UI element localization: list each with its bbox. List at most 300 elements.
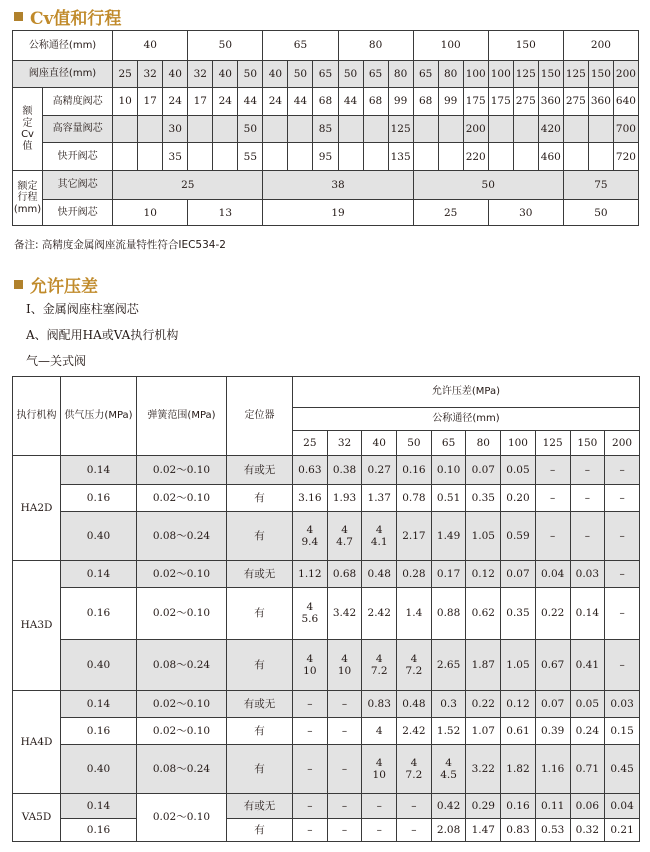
allowable-dp-value: 0.27 <box>362 456 397 485</box>
allowable-dp-value: 0.29 <box>466 793 501 818</box>
seat-value: 40 <box>163 60 188 88</box>
seat-value: 65 <box>363 60 388 88</box>
stroke-value: 75 <box>563 170 638 200</box>
allowable-dp-value: 0.10 <box>431 456 466 485</box>
dn-column-header: 200 <box>605 431 640 456</box>
cv-value: 35 <box>163 143 188 171</box>
seat-value: 125 <box>513 60 538 88</box>
dp-data-row <box>13 512 640 561</box>
allowable-dp-value: 0.22 <box>535 588 570 639</box>
positioner-value: 有或无 <box>227 456 293 485</box>
stroke-value: 10 <box>113 200 188 226</box>
allowable-dp-value: – <box>397 818 432 841</box>
cv-value: 360 <box>538 88 563 116</box>
supply-header: 供气压力(MPa) <box>61 377 137 456</box>
allowable-dp-value: 1.05 <box>501 639 536 690</box>
allowable-dp-value: – <box>570 485 605 512</box>
supply-pressure: 0.16 <box>61 588 137 639</box>
allowable-dp-value: 0.04 <box>605 793 640 818</box>
stroke-value: 13 <box>188 200 263 226</box>
supply-pressure: 0.14 <box>61 690 137 717</box>
stroke-value: 38 <box>263 170 413 200</box>
allowable-dp-value: 0.78 <box>397 485 432 512</box>
allowable-dp-value: 1.93 <box>327 485 362 512</box>
allowable-dp-value: – <box>570 512 605 561</box>
seat-value: 25 <box>113 60 138 88</box>
allowable-dp-value: 0.17 <box>431 561 466 588</box>
cv-value: 95 <box>313 143 338 171</box>
stroke-value: 50 <box>413 170 563 200</box>
cv-value: 50 <box>238 115 263 143</box>
dp-table <box>12 376 640 842</box>
allowable-dp-value: 1.49 <box>431 512 466 561</box>
allowable-dp-value: – <box>397 793 432 818</box>
allowable-dp-value: 0.59 <box>501 512 536 561</box>
dp-title-text: 允许压差 <box>30 277 98 297</box>
spring-range: 0.02～0.10 <box>137 717 227 744</box>
dn-value: 40 <box>113 31 188 61</box>
allowable-dp-value: – <box>327 690 362 717</box>
spring-range: 0.02～0.10 <box>137 793 227 841</box>
allowable-dp-value: – <box>605 485 640 512</box>
cv-value <box>513 115 538 143</box>
dn-value: 150 <box>488 31 563 61</box>
seat-value: 32 <box>138 60 163 88</box>
allowable-dp-value: 4 10 <box>293 639 328 690</box>
seat-value: 200 <box>613 60 638 88</box>
allowable-dp-value: 4 <box>362 717 397 744</box>
section-square-icon <box>14 12 23 21</box>
allowable-dp-value: 0.48 <box>397 690 432 717</box>
allowable-dp-value: 2.08 <box>431 818 466 841</box>
cv-value: 220 <box>463 143 488 171</box>
cv-row <box>13 143 639 171</box>
allowable-dp-value: – <box>327 744 362 793</box>
rated-cv-label: 额 定 Cv 值 <box>13 88 43 171</box>
cv-value: 175 <box>488 88 513 116</box>
allowable-dp-value: 3.42 <box>327 588 362 639</box>
seat-value: 150 <box>538 60 563 88</box>
dn-column-header: 40 <box>362 431 397 456</box>
allowable-dp-value: 0.38 <box>327 456 362 485</box>
cv-value: 460 <box>538 143 563 171</box>
dp-header-row <box>13 377 640 408</box>
allowable-dp-value: 4 7.2 <box>362 639 397 690</box>
cv-value <box>138 115 163 143</box>
allowable-dp-value: 0.51 <box>431 485 466 512</box>
positioner-value: 有或无 <box>227 793 293 818</box>
positioner-header: 定位器 <box>227 377 293 456</box>
allowable-dp-value: – <box>293 793 328 818</box>
allowable-dp-value: 3.16 <box>293 485 328 512</box>
allowable-dp-value: 0.20 <box>501 485 536 512</box>
dp-section-title <box>14 272 98 297</box>
supply-pressure: 0.40 <box>61 512 137 561</box>
cv-value: 200 <box>463 115 488 143</box>
allowable-dp-value: 3.22 <box>466 744 501 793</box>
positioner-value: 有或无 <box>227 561 293 588</box>
cv-value: 125 <box>388 115 413 143</box>
cv-value: 135 <box>388 143 413 171</box>
allowable-dp-value: 0.63 <box>293 456 328 485</box>
positioner-value: 有 <box>227 485 293 512</box>
cv-value: 99 <box>438 88 463 116</box>
seat-value: 32 <box>188 60 213 88</box>
allowable-dp-value: 4 10 <box>327 639 362 690</box>
allowable-dp-value: – <box>535 512 570 561</box>
actuator-model: HA4D <box>13 690 61 793</box>
allowable-dp-value: 4 4.5 <box>431 744 466 793</box>
allowable-dp-value: 0.21 <box>605 818 640 841</box>
cv-table <box>12 30 639 226</box>
allowable-dp-value: 0.71 <box>570 744 605 793</box>
cv-value: 275 <box>513 88 538 116</box>
cv-value <box>413 115 438 143</box>
allowable-dp-value: – <box>293 717 328 744</box>
allowable-dp-value: 0.62 <box>466 588 501 639</box>
dn-column-header: 32 <box>327 431 362 456</box>
cv-value <box>438 115 463 143</box>
allowable-dp-value: 0.53 <box>535 818 570 841</box>
allowable-dp-value: – <box>293 744 328 793</box>
allowable-dp-value: – <box>293 818 328 841</box>
cv-value: 30 <box>163 115 188 143</box>
cv-value: 44 <box>288 88 313 116</box>
cv-value: 99 <box>388 88 413 116</box>
seat-value: 40 <box>263 60 288 88</box>
dp-data-row <box>13 456 640 485</box>
allowable-dp-value: 0.24 <box>570 717 605 744</box>
dp-data-row <box>13 793 640 818</box>
dn-column-header: 25 <box>293 431 328 456</box>
cv-value <box>513 143 538 171</box>
allowable-dp-value: 0.22 <box>466 690 501 717</box>
cv-note: 备注: 高精度金属阀座流量特性符合IEC534-2 <box>14 239 226 251</box>
dp-data-row <box>13 485 640 512</box>
cv-value: 55 <box>238 143 263 171</box>
allowable-dp-value: 1.82 <box>501 744 536 793</box>
allowable-dp-value: 0.12 <box>466 561 501 588</box>
cv-value: 17 <box>138 88 163 116</box>
allowable-dp-value: 0.48 <box>362 561 397 588</box>
dn-column-header: 50 <box>397 431 432 456</box>
supply-pressure: 0.14 <box>61 561 137 588</box>
cv-row <box>13 60 639 88</box>
allowable-dp-value: 0.61 <box>501 717 536 744</box>
subheading-air-to-close: 气—关式阀 <box>26 354 87 368</box>
supply-pressure: 0.14 <box>61 793 137 818</box>
actuator-model: HA2D <box>13 456 61 561</box>
spring-range: 0.08～0.24 <box>137 512 227 561</box>
cv-value: 68 <box>313 88 338 116</box>
spring-range: 0.08～0.24 <box>137 744 227 793</box>
allowable-dp-value: 1.87 <box>466 639 501 690</box>
allowable-dp-value: – <box>327 717 362 744</box>
cv-value <box>338 115 363 143</box>
supply-pressure: 0.16 <box>61 717 137 744</box>
cv-row <box>13 31 639 61</box>
dn-column-header: 80 <box>466 431 501 456</box>
cv-value: 700 <box>613 115 638 143</box>
allowable-dp-value: 4 4.7 <box>327 512 362 561</box>
stroke-value: 25 <box>413 200 488 226</box>
allowable-dp-value: 0.15 <box>605 717 640 744</box>
cv-value <box>113 115 138 143</box>
allowable-dp-value: 4 4.1 <box>362 512 397 561</box>
cv-row <box>13 200 639 226</box>
supply-pressure: 0.16 <box>61 485 137 512</box>
dp-data-row <box>13 744 640 793</box>
cv-value: 24 <box>263 88 288 116</box>
cv-row <box>13 88 639 116</box>
cv-value <box>488 115 513 143</box>
seat-value: 40 <box>213 60 238 88</box>
allowable-header: 允许压差(MPa) <box>293 377 640 408</box>
allowable-dp-value: 1.4 <box>397 588 432 639</box>
spring-header: 弹簧范围(MPa) <box>137 377 227 456</box>
supply-pressure: 0.40 <box>61 639 137 690</box>
spring-range: 0.02～0.10 <box>137 588 227 639</box>
cv-value <box>263 115 288 143</box>
allowable-dp-value: 0.14 <box>570 588 605 639</box>
allowable-dp-value: – <box>293 690 328 717</box>
seat-label: 阀座直径(mm) <box>13 60 113 88</box>
allowable-dp-value: 4 7.2 <box>397 639 432 690</box>
supply-pressure: 0.16 <box>61 818 137 841</box>
cv-value: 640 <box>613 88 638 116</box>
allowable-dp-value: 2.42 <box>397 717 432 744</box>
allowable-dp-value: 0.83 <box>501 818 536 841</box>
supply-pressure: 0.14 <box>61 456 137 485</box>
cv-value: 68 <box>363 88 388 116</box>
allowable-dp-value: 0.05 <box>501 456 536 485</box>
cv-value <box>363 143 388 171</box>
plug-type-label: 高容量阀芯 <box>43 115 113 143</box>
cv-value <box>113 143 138 171</box>
cv-value <box>563 115 588 143</box>
cv-value <box>563 143 588 171</box>
allowable-dp-value: 0.88 <box>431 588 466 639</box>
section-square-icon <box>14 280 23 289</box>
dn-value: 80 <box>338 31 413 61</box>
actuator-model: HA3D <box>13 561 61 690</box>
dn-column-header: 65 <box>431 431 466 456</box>
allowable-dp-value: 4 10 <box>362 744 397 793</box>
cv-row <box>13 170 639 200</box>
allowable-dp-value: 1.16 <box>535 744 570 793</box>
allowable-dp-value: – <box>362 793 397 818</box>
allowable-dp-value: 0.07 <box>501 561 536 588</box>
plug-type-label: 快开阀芯 <box>43 143 113 171</box>
cv-value <box>288 143 313 171</box>
stroke-value: 30 <box>488 200 563 226</box>
seat-value: 65 <box>313 60 338 88</box>
cv-value: 175 <box>463 88 488 116</box>
dn-value: 50 <box>188 31 263 61</box>
cv-value <box>288 115 313 143</box>
positioner-value: 有 <box>227 588 293 639</box>
cv-value <box>438 143 463 171</box>
stroke-value: 50 <box>563 200 638 226</box>
cv-value <box>588 115 613 143</box>
allowable-dp-value: 0.35 <box>466 485 501 512</box>
seat-value: 50 <box>338 60 363 88</box>
stroke-value: 19 <box>263 200 413 226</box>
allowable-dp-value: 0.35 <box>501 588 536 639</box>
cv-value: 24 <box>213 88 238 116</box>
seat-value: 50 <box>288 60 313 88</box>
cv-value: 44 <box>238 88 263 116</box>
seat-value: 125 <box>563 60 588 88</box>
cv-value: 68 <box>413 88 438 116</box>
cv-value: 10 <box>113 88 138 116</box>
cv-value: 85 <box>313 115 338 143</box>
allowable-dp-value: – <box>535 485 570 512</box>
allowable-dp-value: 0.06 <box>570 793 605 818</box>
allowable-dp-value: 0.3 <box>431 690 466 717</box>
allowable-dp-value: 4 9.4 <box>293 512 328 561</box>
allowable-dp-value: – <box>605 512 640 561</box>
dn-value: 100 <box>413 31 488 61</box>
dp-data-row <box>13 588 640 639</box>
seat-value: 50 <box>238 60 263 88</box>
seat-value: 100 <box>463 60 488 88</box>
other-plug-label: 其它阀芯 <box>43 170 113 200</box>
dp-data-row <box>13 561 640 588</box>
allowable-dp-value: 0.16 <box>397 456 432 485</box>
allowable-dp-value: 0.39 <box>535 717 570 744</box>
spring-range: 0.02～0.10 <box>137 561 227 588</box>
cv-section-title <box>14 4 121 29</box>
positioner-value: 有或无 <box>227 690 293 717</box>
positioner-value: 有 <box>227 639 293 690</box>
dn-column-header: 100 <box>501 431 536 456</box>
seat-value: 100 <box>488 60 513 88</box>
spring-range: 0.02～0.10 <box>137 456 227 485</box>
allowable-dp-value: – <box>327 793 362 818</box>
allowable-dp-value: 2.65 <box>431 639 466 690</box>
cv-value: 24 <box>163 88 188 116</box>
allowable-dp-value: 0.67 <box>535 639 570 690</box>
cv-value <box>588 143 613 171</box>
cv-title-text: Cv值和行程 <box>30 9 122 29</box>
cv-value: 720 <box>613 143 638 171</box>
allowable-dp-value: 1.52 <box>431 717 466 744</box>
allowable-dp-value: – <box>570 456 605 485</box>
allowable-dp-value: 0.04 <box>535 561 570 588</box>
allowable-dp-value: 0.16 <box>501 793 536 818</box>
cv-value: 360 <box>588 88 613 116</box>
allowable-dp-value: – <box>362 818 397 841</box>
allowable-dp-value: 0.05 <box>570 690 605 717</box>
allowable-dp-value: 0.28 <box>397 561 432 588</box>
stroke-label: 额定 行程 (mm) <box>13 170 43 225</box>
actuator-model: VA5D <box>13 793 61 841</box>
dn-header: 公称通径(mm) <box>293 408 640 431</box>
allowable-dp-value: – <box>535 456 570 485</box>
allowable-dp-value: 1.07 <box>466 717 501 744</box>
dp-data-row <box>13 818 640 841</box>
allowable-dp-value: 1.05 <box>466 512 501 561</box>
spring-range: 0.02～0.10 <box>137 690 227 717</box>
cv-value <box>188 143 213 171</box>
allowable-dp-value: 1.37 <box>362 485 397 512</box>
dp-data-row <box>13 639 640 690</box>
cv-value <box>188 115 213 143</box>
cv-value <box>263 143 288 171</box>
dn-column-header: 125 <box>535 431 570 456</box>
allowable-dp-value: 0.07 <box>466 456 501 485</box>
allowable-dp-value: – <box>605 588 640 639</box>
subheading-actuator: A、阀配用HA或VA执行机构 <box>26 328 179 342</box>
allowable-dp-value: 2.42 <box>362 588 397 639</box>
cv-value <box>213 115 238 143</box>
cv-value <box>488 143 513 171</box>
allowable-dp-value: – <box>605 639 640 690</box>
dn-value: 200 <box>563 31 638 61</box>
spring-range: 0.08～0.24 <box>137 639 227 690</box>
dn-label: 公称通径(mm) <box>13 31 113 61</box>
cv-value <box>338 143 363 171</box>
seat-value: 150 <box>588 60 613 88</box>
seat-value: 65 <box>413 60 438 88</box>
positioner-value: 有 <box>227 818 293 841</box>
spring-range: 0.02～0.10 <box>137 485 227 512</box>
dn-value: 65 <box>263 31 338 61</box>
subheading-plug: Ⅰ、金属阀座柱塞阀芯 <box>26 302 139 316</box>
allowable-dp-value: – <box>327 818 362 841</box>
allowable-dp-value: 0.68 <box>327 561 362 588</box>
stroke-value: 25 <box>113 170 263 200</box>
allowable-dp-value: 0.03 <box>570 561 605 588</box>
cv-value: 17 <box>188 88 213 116</box>
allowable-dp-value: 0.42 <box>431 793 466 818</box>
actuator-header: 执行机构 <box>13 377 61 456</box>
allowable-dp-value: 0.03 <box>605 690 640 717</box>
dp-data-row <box>13 690 640 717</box>
cv-value <box>213 143 238 171</box>
allowable-dp-value: 1.47 <box>466 818 501 841</box>
cv-value <box>138 143 163 171</box>
allowable-dp-value: 1.12 <box>293 561 328 588</box>
allowable-dp-value: 0.11 <box>535 793 570 818</box>
cv-value: 420 <box>538 115 563 143</box>
allowable-dp-value: 0.83 <box>362 690 397 717</box>
allowable-dp-value: 4 5.6 <box>293 588 328 639</box>
positioner-value: 有 <box>227 744 293 793</box>
seat-value: 80 <box>438 60 463 88</box>
seat-value: 80 <box>388 60 413 88</box>
allowable-dp-value: 0.32 <box>570 818 605 841</box>
cv-row <box>13 115 639 143</box>
allowable-dp-value: – <box>605 561 640 588</box>
cv-value: 275 <box>563 88 588 116</box>
allowable-dp-value: 0.07 <box>535 690 570 717</box>
cv-value: 44 <box>338 88 363 116</box>
plug-type-label: 高精度阀芯 <box>43 88 113 116</box>
cv-value <box>363 115 388 143</box>
allowable-dp-value: 0.41 <box>570 639 605 690</box>
supply-pressure: 0.40 <box>61 744 137 793</box>
allowable-dp-value: – <box>605 456 640 485</box>
cv-value <box>413 143 438 171</box>
allowable-dp-value: 4 7.2 <box>397 744 432 793</box>
allowable-dp-value: 0.45 <box>605 744 640 793</box>
dn-column-header: 150 <box>570 431 605 456</box>
allowable-dp-value: 0.12 <box>501 690 536 717</box>
positioner-value: 有 <box>227 717 293 744</box>
dp-data-row <box>13 717 640 744</box>
